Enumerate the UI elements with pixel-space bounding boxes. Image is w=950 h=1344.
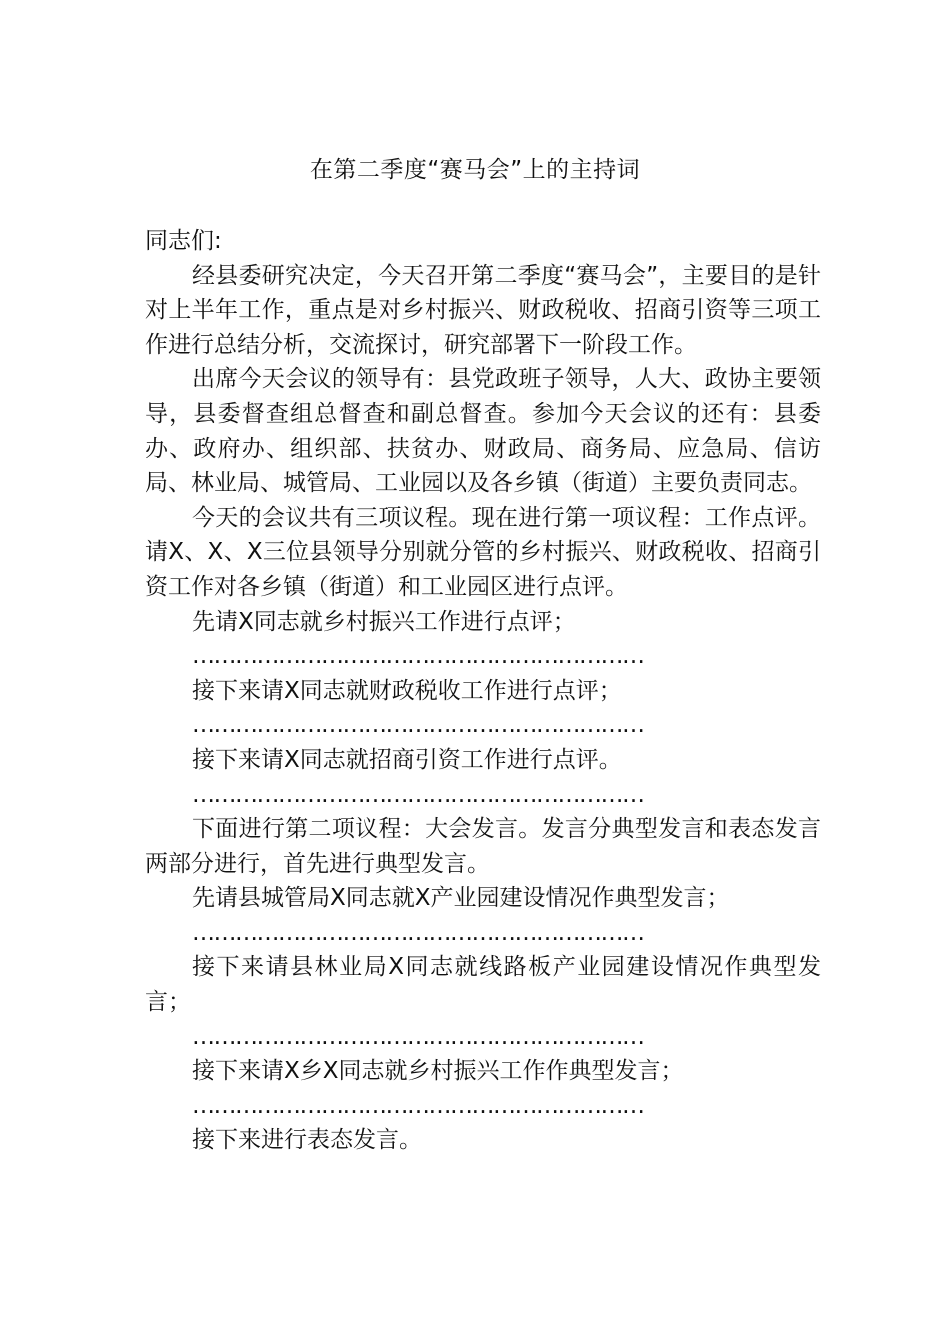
paragraph-statement: 接下来进行表态发言。 — [192, 1127, 422, 1154]
paragraph-comment-finance: 接下来请X同志就财政税收工作进行点评； — [192, 677, 622, 704]
paragraph-comment-rural: 先请X同志就乡村振兴工作进行点评； — [192, 608, 576, 635]
salutation: 同志们: — [145, 228, 222, 254]
paragraph-speech-forestry: 接下来请县林业局X同志就线路板产业园建设情况作典型发言； — [145, 954, 821, 1016]
paragraph-speech-urban: 先请县城管局X同志就X产业园建设情况作典型发言； — [192, 885, 730, 912]
document-title: 在第二季度“赛马会”上的主持词 — [309, 157, 641, 183]
ellipsis-line: ……………………………………………………… — [192, 712, 644, 739]
ellipsis-line: ……………………………………………………… — [192, 919, 644, 946]
ellipsis-line: ……………………………………………………… — [192, 781, 644, 808]
paragraph-purpose: 经县委研究决定，今天召开第二季度“赛马会”，主要目的是针对上半年工作，重点是对乡村振兴、财政税收、招商引资等三项工作进行总结分析，交流探讨，研究部署下一阶段工作。 — [145, 262, 821, 358]
paragraph-agenda-two: 下面进行第二项议程：大会发言。发言分典型发言和表态发言两部分进行，首先进行典型发言。 — [145, 816, 821, 877]
paragraph-agenda-one: 今天的会议共有三项议程。现在进行第一项议程：工作点评。请X、X、X三位县领导分别就分管的乡村振兴、财政税收、招商引资工作对各乡镇（街道）和工业园区进行点评。 — [145, 504, 821, 600]
paragraph-attendees: 出席今天会议的领导有：县党政班子领导，人大、政协主要领导，县委督查组总督查和副总督查。参加今天会议的还有：县委办、政府办、组织部、扶贫办、财政局、商务局、应急局、信访局、林业局、城管局、工业园以及各乡镇（街道）主要负责同志。 — [145, 366, 821, 497]
paragraph-comment-investment: 接下来请X同志就招商引资工作进行点评。 — [192, 746, 622, 773]
ellipsis-line: ……………………………………………………… — [192, 1092, 644, 1119]
ellipsis-line: ……………………………………………………… — [192, 1023, 644, 1050]
document-body — [145, 224, 821, 1158]
paragraph-speech-township: 接下来请X乡X同志就乡村振兴工作作典型发言； — [192, 1058, 684, 1085]
ellipsis-line: ……………………………………………………… — [192, 643, 644, 670]
